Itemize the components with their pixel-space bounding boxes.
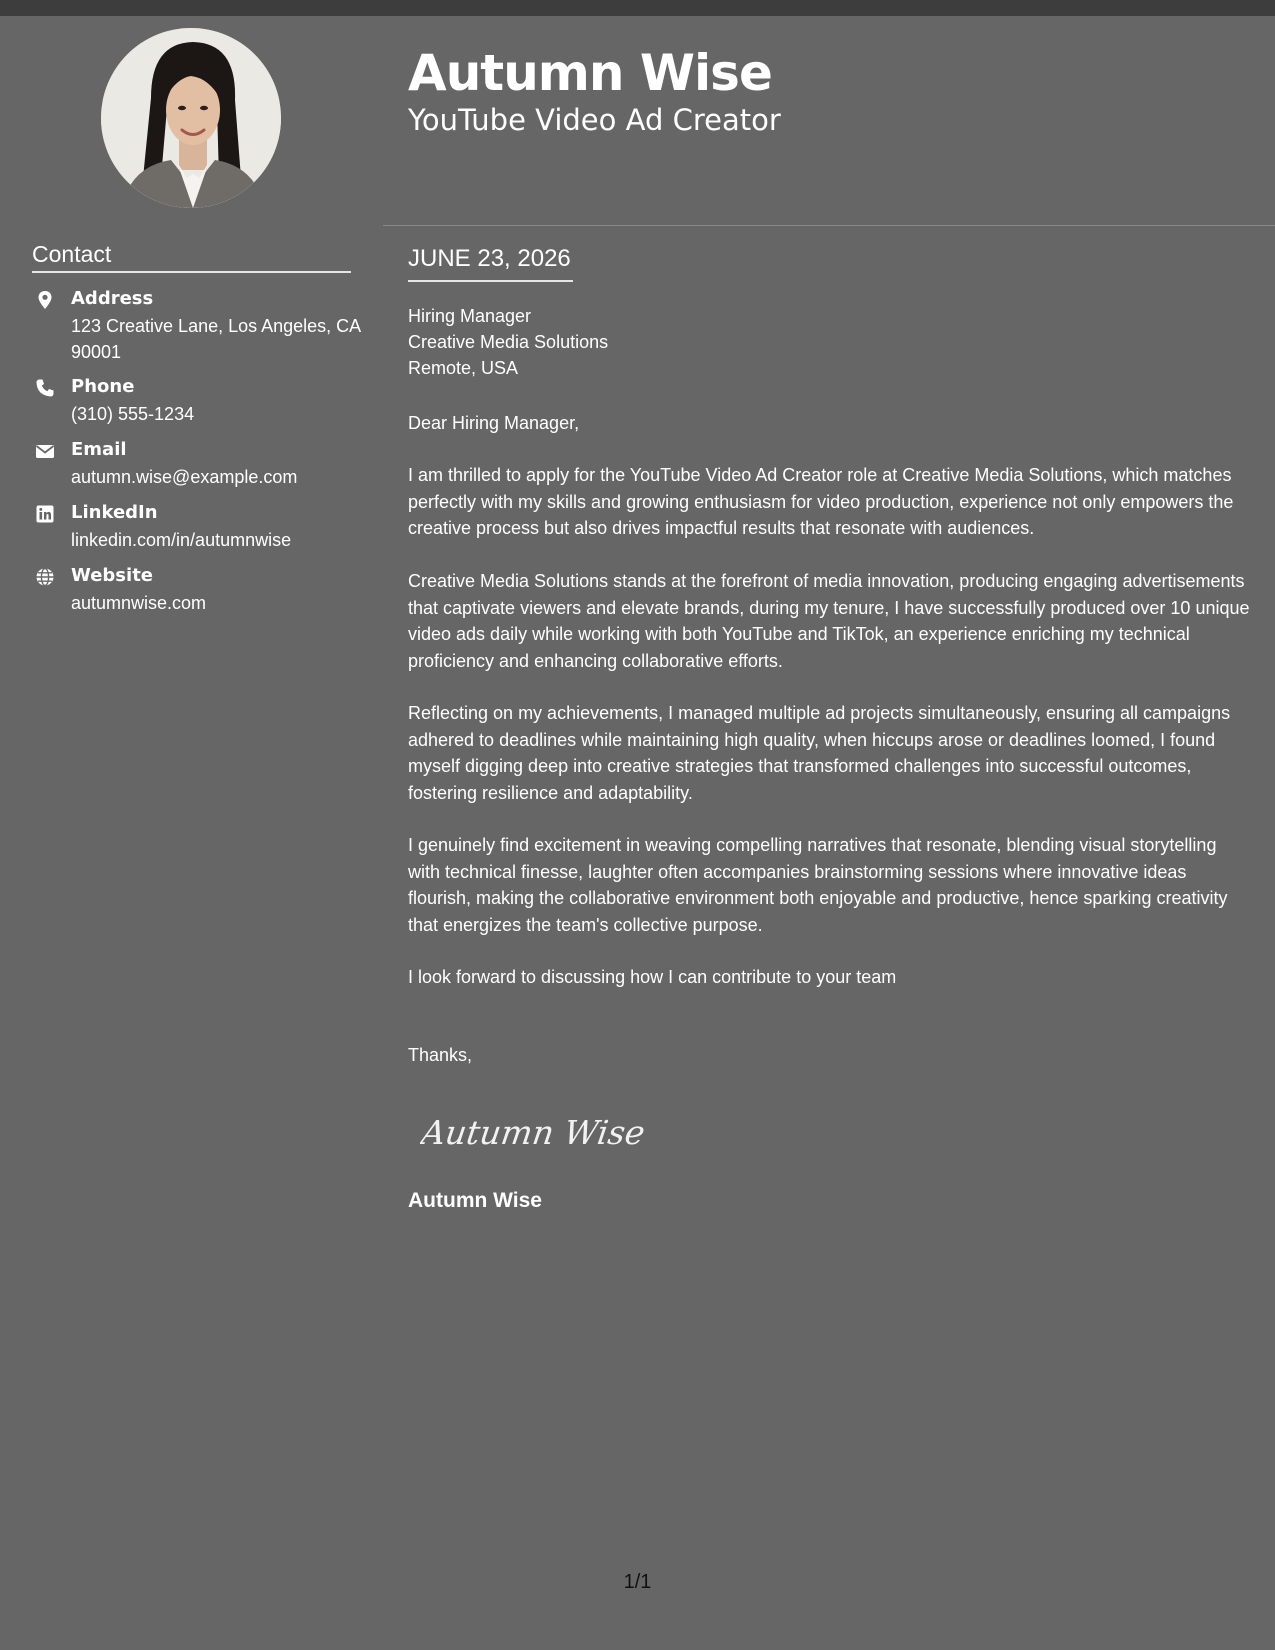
recipient-line: Remote, USA [408,358,519,378]
contact-value: (310) 555-1234 [71,404,195,424]
contact-label: Phone [71,376,135,397]
signer-name: Autumn Wise [408,1189,542,1212]
avatar [101,28,281,208]
svg-text:Autumn Wise: Autumn Wise [420,1113,648,1152]
envelope-icon [35,441,55,461]
recipient-line: Hiring Manager [408,306,532,326]
letter-date: JUNE 23, 2026 [408,245,571,272]
contact-value[interactable]: autumnwise.com [71,593,207,613]
contact-divider [32,271,351,273]
linkedin-icon [35,504,55,524]
phone-icon [35,378,55,398]
salutation: Dear Hiring Manager, [408,413,580,433]
location-pin-icon [35,290,55,310]
contact-label: Address [71,288,154,309]
contact-value[interactable]: autumn.wise@example.com [71,467,298,487]
handwritten-signature [420,1102,660,1162]
contact-label: Email [71,439,127,460]
header-divider [383,225,1275,226]
top-bar [0,0,1275,16]
contact-value: 123 Creative Lane, Los Angeles, CA 90001 [71,316,361,362]
letter-paragraph: Creative Media Solutions stands at the forefront of media innovation, producing engaging advertisements that captivate viewers and elevate brands, during my tenure, I have successfully produced over 10 unique video ads daily while working with both YouTube and TikTok, an experience enriching my technical proficiency and enhancing collaborative efforts. [408,571,1250,671]
contact-heading: Contact [32,241,112,267]
contact-label: Website [71,565,154,586]
closing: Thanks, [408,1045,473,1065]
letter-paragraph: I genuinely find excitement in weaving compelling narratives that resonate, blending visual storytelling with technical finesse, laughter often accompanies brainstorming sessions where innovative ideas flourish, making the collaborative environment both enjoyable and productive, hence sparking creativity that energizes the team's collective purpose. [408,835,1228,935]
letter-paragraph: I look forward to discussing how I can contribute to your team [408,967,897,987]
letter-paragraph: I am thrilled to apply for the YouTube Video Ad Creator role at Creative Media Solutions, which matches perfectly with my skills and growing enthusiasm for video production, experience not only empowers the creative process but also drives impactful results that resonate with audiences. [408,465,1234,538]
contact-value[interactable]: linkedin.com/in/autumnwise [71,530,292,550]
contact-label: LinkedIn [71,502,158,523]
job-title: YouTube Video Ad Creator [408,103,781,137]
date-underline [408,280,573,282]
recipient-line: Creative Media Solutions [408,332,609,352]
applicant-name: Autumn Wise [408,44,772,102]
globe-icon [35,567,55,587]
page-number: 1/1 [623,1571,652,1593]
recipient-block [408,303,608,381]
letter-paragraph: Reflecting on my achievements, I managed multiple ad projects simultaneously, ensuring all campaigns adhered to deadlines while maintaining high quality, when hiccups arose or deadlines loomed, I found myself digging deep into creative strategies that transformed challenges into successful outcomes, fostering resilience and adaptability. [408,703,1231,803]
